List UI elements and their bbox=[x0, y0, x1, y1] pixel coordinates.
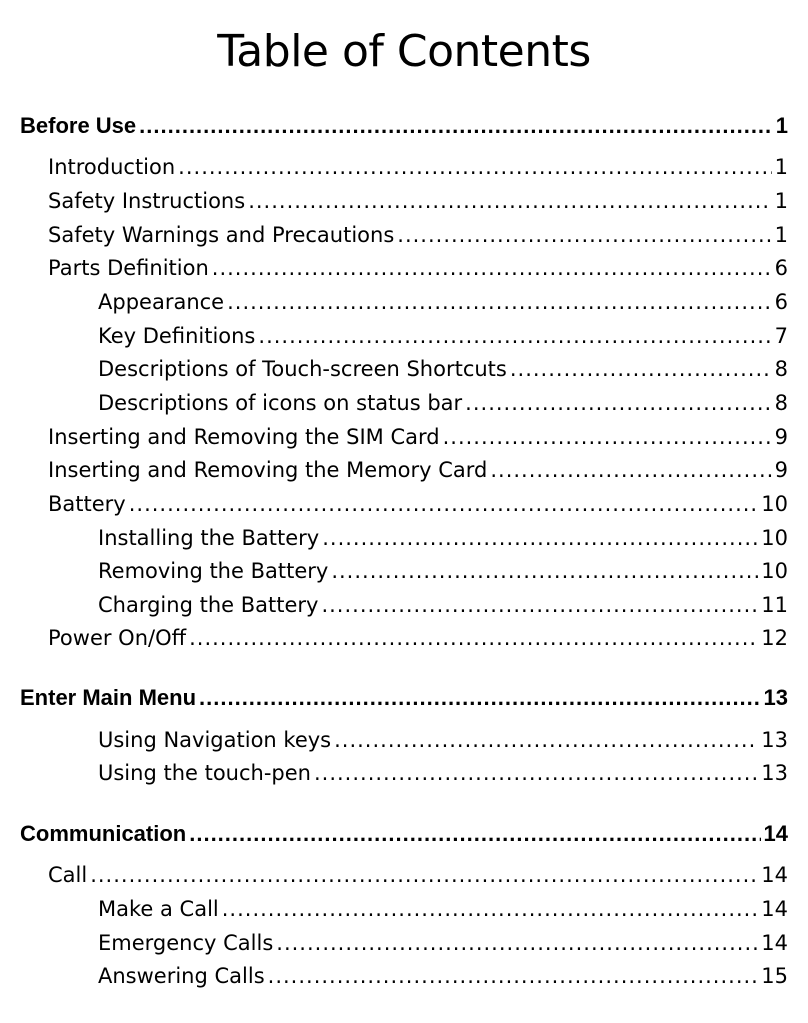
toc-entry-page: 7 bbox=[774, 324, 788, 348]
toc-entry-page: 15 bbox=[761, 964, 788, 988]
toc-entry-page: 8 bbox=[774, 391, 788, 415]
dot-leader bbox=[276, 927, 758, 959]
toc-entry-page: 14 bbox=[761, 931, 788, 955]
toc-entry[interactable] bbox=[20, 110, 788, 142]
toc-entry[interactable] bbox=[48, 859, 788, 891]
toc-entry-label: Inserting and Removing the Memory Card bbox=[48, 458, 488, 482]
toc-entry-label: Descriptions of Touch-screen Shortcuts bbox=[98, 357, 507, 381]
dot-leader bbox=[334, 724, 758, 756]
toc-entry-label: Emergency Calls bbox=[98, 931, 274, 955]
toc-entry-label: Enter Main Menu bbox=[20, 685, 197, 710]
dot-leader bbox=[258, 320, 771, 352]
dot-leader bbox=[139, 110, 773, 142]
toc-entry-label: Parts Definition bbox=[48, 256, 209, 280]
toc-entry[interactable] bbox=[98, 893, 788, 925]
toc-entry-label: Key Definitions bbox=[98, 324, 256, 348]
dot-leader bbox=[199, 682, 761, 714]
dot-leader bbox=[90, 859, 758, 891]
dot-leader bbox=[222, 893, 759, 925]
toc-entry-label: Battery bbox=[48, 492, 126, 516]
toc-entry[interactable] bbox=[98, 522, 788, 554]
toc-entry-label: Appearance bbox=[98, 290, 225, 314]
toc-entry-page: 9 bbox=[774, 425, 788, 449]
toc-entry[interactable] bbox=[98, 724, 788, 756]
toc-entry-label: Safety Instructions bbox=[48, 189, 246, 213]
toc-entry-page: 1 bbox=[774, 155, 788, 179]
toc-entry[interactable] bbox=[98, 353, 788, 385]
dot-leader bbox=[268, 960, 759, 992]
toc-entry-label: Introduction bbox=[48, 155, 176, 179]
toc-entry[interactable] bbox=[48, 454, 788, 486]
toc-entry[interactable] bbox=[98, 286, 788, 318]
toc-entry[interactable] bbox=[98, 320, 788, 352]
toc-entry[interactable] bbox=[98, 589, 788, 621]
toc-entry-label: Answering Calls bbox=[98, 964, 265, 988]
toc-entry[interactable] bbox=[48, 151, 788, 183]
toc-entry-page: 13 bbox=[763, 685, 788, 710]
toc-entry-label: Safety Warnings and Precautions bbox=[48, 223, 395, 247]
dot-leader bbox=[178, 151, 771, 183]
toc-entry[interactable] bbox=[48, 219, 788, 251]
toc-entry-page: 14 bbox=[761, 863, 788, 887]
dot-leader bbox=[248, 185, 771, 217]
toc-entry-label: Make a Call bbox=[98, 897, 219, 921]
dot-leader bbox=[443, 421, 772, 453]
toc-entry-page: 10 bbox=[761, 526, 788, 550]
dot-leader bbox=[314, 757, 758, 789]
dot-leader bbox=[490, 454, 771, 486]
toc-entry-page: 11 bbox=[761, 593, 788, 617]
toc-entry-label: Charging the Battery bbox=[98, 593, 319, 617]
toc-entry-page: 6 bbox=[774, 290, 788, 314]
toc-entry-label: Inserting and Removing the SIM Card bbox=[48, 425, 440, 449]
dot-leader bbox=[212, 252, 772, 284]
dot-leader bbox=[397, 219, 771, 251]
toc-entry[interactable] bbox=[98, 555, 788, 587]
toc-entry[interactable] bbox=[48, 488, 788, 520]
toc-entry[interactable] bbox=[20, 818, 788, 850]
toc-entry-page: 1 bbox=[774, 189, 788, 213]
dot-leader bbox=[321, 589, 758, 621]
toc-entry-page: 1 bbox=[774, 223, 788, 247]
toc-entry[interactable] bbox=[20, 682, 788, 714]
dot-leader bbox=[465, 387, 771, 419]
page-title: Table of Contents bbox=[217, 26, 591, 77]
toc-entry[interactable] bbox=[48, 421, 788, 453]
dot-leader bbox=[322, 522, 758, 554]
toc-entry[interactable] bbox=[98, 927, 788, 959]
toc-entry[interactable] bbox=[48, 185, 788, 217]
toc-entry-label: Using Navigation keys bbox=[98, 728, 332, 752]
toc-entry[interactable] bbox=[98, 960, 788, 992]
toc-entry-page: 12 bbox=[761, 626, 788, 650]
toc-entry-label: Removing the Battery bbox=[98, 559, 329, 583]
toc-entry-label: Power On/Off bbox=[48, 626, 187, 650]
toc-entry-page: 10 bbox=[761, 559, 788, 583]
toc-entry[interactable] bbox=[98, 757, 788, 789]
toc-entry-page: 6 bbox=[774, 256, 788, 280]
toc-entry-label: Call bbox=[48, 863, 88, 887]
toc-entry-label: Descriptions of icons on status bar bbox=[98, 391, 463, 415]
toc-entry-page: 8 bbox=[774, 357, 788, 381]
toc-entry-label: Installing the Battery bbox=[98, 526, 320, 550]
dot-leader bbox=[189, 622, 758, 654]
dot-leader bbox=[331, 555, 758, 587]
toc-entry[interactable] bbox=[48, 252, 788, 284]
toc-entry-label: Before Use bbox=[20, 113, 137, 138]
toc-entry-page: 14 bbox=[761, 897, 788, 921]
dot-leader bbox=[510, 353, 772, 385]
toc-entry-page: 13 bbox=[761, 728, 788, 752]
toc-entry-page: 9 bbox=[774, 458, 788, 482]
dot-leader bbox=[189, 818, 760, 850]
toc-entry-page: 13 bbox=[761, 761, 788, 785]
toc-entry[interactable] bbox=[98, 387, 788, 419]
toc-entry-label: Using the touch-pen bbox=[98, 761, 311, 785]
toc-entry-page: 10 bbox=[761, 492, 788, 516]
toc-entry-label: Communication bbox=[20, 821, 187, 846]
toc-entry[interactable] bbox=[48, 622, 788, 654]
toc-entry-page: 14 bbox=[763, 821, 788, 846]
dot-leader bbox=[227, 286, 772, 318]
dot-leader bbox=[129, 488, 759, 520]
toc-entry-page: 1 bbox=[775, 113, 788, 138]
